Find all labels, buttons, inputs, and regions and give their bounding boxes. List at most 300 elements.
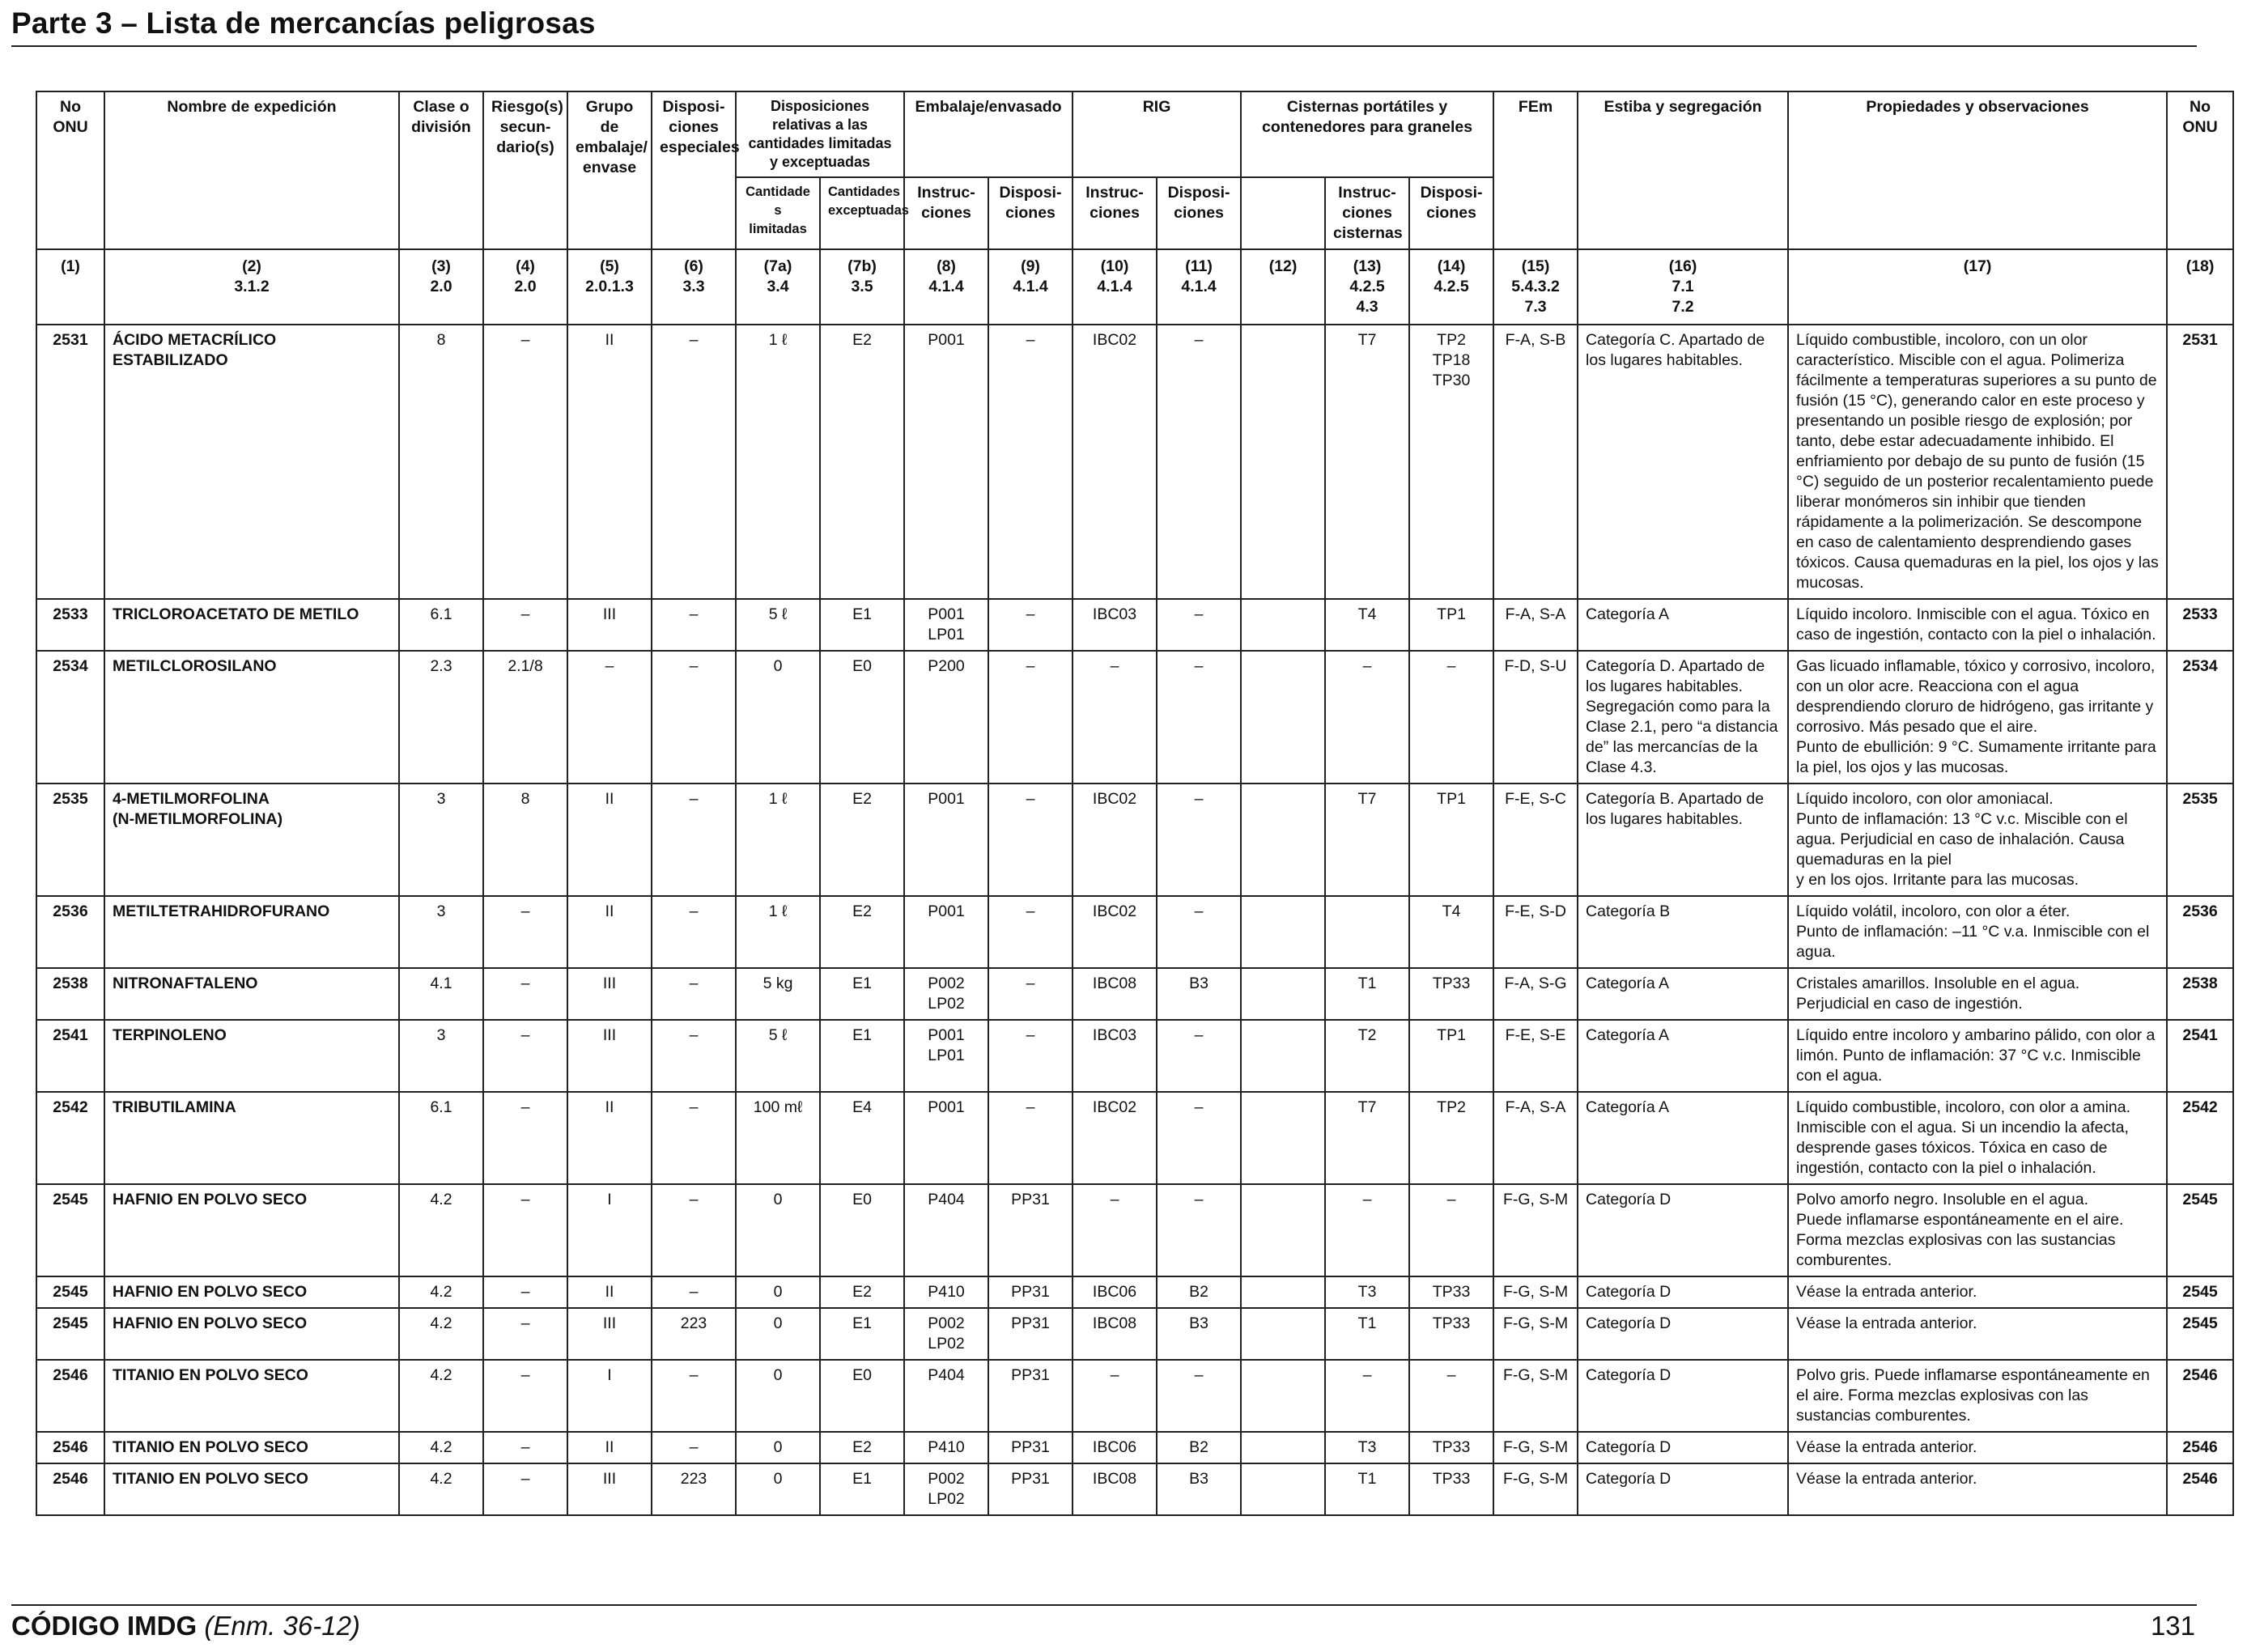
cell-disp-especiales: – [652, 325, 736, 599]
cell-emb-instr: P001 [904, 896, 988, 968]
cell-rig-disp: – [1157, 1360, 1241, 1432]
cell-emb-disp: PP31 [988, 1308, 1073, 1360]
cell-cis-instr: T7 [1325, 325, 1409, 599]
cell-grupo: I [567, 1184, 652, 1276]
cell-cis-instr: T2 [1325, 1020, 1409, 1092]
cell-excepted: E1 [820, 599, 904, 651]
cell-riesgo: 2.1/8 [483, 651, 567, 784]
footer-code: CÓDIGO IMDG [11, 1611, 198, 1641]
cell-cis-instr: T7 [1325, 1092, 1409, 1184]
cell-estiba: Categoría D [1578, 1276, 1788, 1308]
col-header-un: No ONU [36, 91, 104, 249]
cell-disp-especiales: – [652, 1276, 736, 1308]
cell-fem: F-G, S-M [1493, 1360, 1578, 1432]
cell-clase: 2.3 [399, 651, 483, 784]
cell-clase: 4.2 [399, 1276, 483, 1308]
cell-rig-instr: IBC08 [1073, 968, 1157, 1020]
cell-rig-disp: B3 [1157, 1308, 1241, 1360]
cell-rig-instr: IBC02 [1073, 896, 1157, 968]
cell-clase: 3 [399, 896, 483, 968]
cell-disp-especiales: – [652, 1092, 736, 1184]
col-header-disp-especiales: Disposi-ciones especiales [652, 91, 736, 249]
cell-limited: 0 [736, 1360, 820, 1432]
cell-disp-especiales: – [652, 599, 736, 651]
cell-col12 [1241, 968, 1325, 1020]
cell-rig-instr: IBC06 [1073, 1432, 1157, 1463]
cell-col12 [1241, 1360, 1325, 1432]
cell-limited: 1 ℓ [736, 325, 820, 599]
cell-col12 [1241, 896, 1325, 968]
cell-emb-disp: – [988, 651, 1073, 784]
cell-rig-disp: B2 [1157, 1432, 1241, 1463]
cell-rig-instr: IBC02 [1073, 1092, 1157, 1184]
cell-disp-especiales: – [652, 968, 736, 1020]
cell-estiba: Categoría D [1578, 1308, 1788, 1360]
col-header-limited: Cantidade s limitadas [736, 177, 820, 249]
cell-un-right: 2534 [2167, 651, 2233, 784]
cell-propiedades: Líquido combustible, incoloro, con un olor característico. Miscible con el agua. Polimeriza fácilmente a temperaturas superiores a su punto de fusión (15 °C), generando calor en este proceso y presentando un posible riesgo de explosión; por tanto, debe estar adecuadamente inhibido. El enfriamiento por debajo de su punto de fusión (15 °C) seguido de un posterior recalentamiento puede liberar monómeros sin inhibir que tienden rápidamente a la polimerización. Se descompone en caso de calentamiento desprendiendo gases tóxicos. Causa quemaduras en la piel, los ojos y las mucosas. [1788, 325, 2167, 599]
cell-rig-disp: – [1157, 599, 1241, 651]
footer-amendment: (Enm. 36-12) [204, 1611, 360, 1641]
cell-excepted: E1 [820, 1463, 904, 1515]
cell-estiba: Categoría B. Apartado de los lugares habitables. [1578, 784, 1788, 896]
cell-rig-instr: – [1073, 1360, 1157, 1432]
cell-col12 [1241, 1308, 1325, 1360]
cell-excepted: E4 [820, 1092, 904, 1184]
col-header-rig-disp: Disposi-ciones [1157, 177, 1241, 249]
cell-col12 [1241, 1463, 1325, 1515]
cell-excepted: E0 [820, 651, 904, 784]
column-number: (1) [36, 249, 104, 325]
cell-estiba: Categoría A [1578, 1092, 1788, 1184]
cell-riesgo: – [483, 1308, 567, 1360]
col-header-estiba: Estiba y segregación [1578, 91, 1788, 249]
column-number: (8) 4.1.4 [904, 249, 988, 325]
cell-col12 [1241, 1184, 1325, 1276]
cell-limited: 0 [736, 1308, 820, 1360]
cell-propiedades: Líquido volátil, incoloro, con olor a éter. Punto de inflamación: –11 °C v.a. Inmiscible con el agua. [1788, 896, 2167, 968]
cell-grupo: II [567, 784, 652, 896]
col-header-emb-instr: Instruc-ciones [904, 177, 988, 249]
cell-fem: F-E, S-E [1493, 1020, 1578, 1092]
cell-disp-especiales: – [652, 1020, 736, 1092]
dangerous-goods-table [36, 91, 2234, 1516]
cell-cis-disp: TP1 [1409, 599, 1493, 651]
cell-cis-instr: T1 [1325, 968, 1409, 1020]
table-row [36, 1308, 2233, 1360]
cell-excepted: E2 [820, 896, 904, 968]
cell-cis-instr: – [1325, 651, 1409, 784]
cell-un-right: 2533 [2167, 599, 2233, 651]
cell-grupo: III [567, 1463, 652, 1515]
cell-col12 [1241, 651, 1325, 784]
cell-clase: 8 [399, 325, 483, 599]
col-header-rig-instr: Instruc-ciones [1073, 177, 1157, 249]
column-number: (7b) 3.5 [820, 249, 904, 325]
page-title: Parte 3 – Lista de mercancías peligrosas [11, 6, 596, 40]
cell-name: TRIBUTILAMINA [104, 1092, 399, 1184]
cell-excepted: E2 [820, 325, 904, 599]
table-row [36, 968, 2233, 1020]
cell-cis-instr: T7 [1325, 784, 1409, 896]
table-row [36, 599, 2233, 651]
cell-limited: 5 ℓ [736, 599, 820, 651]
table-row [36, 1184, 2233, 1276]
cell-grupo: II [567, 1092, 652, 1184]
cell-un: 2538 [36, 968, 104, 1020]
cell-un: 2535 [36, 784, 104, 896]
cell-col12 [1241, 325, 1325, 599]
cell-col12 [1241, 784, 1325, 896]
cell-riesgo: – [483, 325, 567, 599]
cell-rig-disp: – [1157, 1020, 1241, 1092]
cell-estiba: Categoría C. Apartado de los lugares habitables. [1578, 325, 1788, 599]
column-number-row [36, 249, 2233, 325]
col-header-cisternas-group: Cisternas portátiles y contenedores para graneles [1241, 91, 1493, 177]
page-footer [11, 1604, 2197, 1641]
col-header-clase: Clase o división [399, 91, 483, 249]
cell-un: 2546 [36, 1463, 104, 1515]
cell-un-right: 2535 [2167, 784, 2233, 896]
col-header-rig-group: RIG [1073, 91, 1241, 177]
cell-rig-disp: – [1157, 1092, 1241, 1184]
table-row [36, 1432, 2233, 1463]
cell-rig-disp: – [1157, 325, 1241, 599]
cell-clase: 4.2 [399, 1432, 483, 1463]
cell-excepted: E1 [820, 1020, 904, 1092]
col-header-col12 [1241, 177, 1325, 249]
cell-emb-instr: P001 LP01 [904, 599, 988, 651]
cell-rig-instr: – [1073, 1184, 1157, 1276]
cell-estiba: Categoría D. Apartado de los lugares habitables. Segregación como para la Clase 2.1, pero “a distancia de” las mercancías de la Clase 4.3. [1578, 651, 1788, 784]
cell-rig-disp: – [1157, 784, 1241, 896]
cell-emb-instr: P002 LP02 [904, 968, 988, 1020]
cell-clase: 3 [399, 784, 483, 896]
cell-cis-instr: T1 [1325, 1308, 1409, 1360]
cell-grupo: II [567, 1276, 652, 1308]
cell-cis-instr: – [1325, 1184, 1409, 1276]
cell-clase: 3 [399, 1020, 483, 1092]
cell-col12 [1241, 1020, 1325, 1092]
cell-name: HAFNIO EN POLVO SECO [104, 1308, 399, 1360]
cell-rig-disp: B3 [1157, 968, 1241, 1020]
cell-fem: F-G, S-M [1493, 1463, 1578, 1515]
cell-estiba: Categoría D [1578, 1432, 1788, 1463]
cell-fem: F-G, S-M [1493, 1276, 1578, 1308]
cell-disp-especiales: – [652, 1184, 736, 1276]
cell-riesgo: – [483, 1432, 567, 1463]
cell-cis-instr: T4 [1325, 599, 1409, 651]
cell-emb-instr: P410 [904, 1432, 988, 1463]
cell-emb-instr: P404 [904, 1360, 988, 1432]
cell-clase: 4.2 [399, 1360, 483, 1432]
col-header-propiedades: Propiedades y observaciones [1788, 91, 2167, 249]
column-number: (14) 4.2.5 [1409, 249, 1493, 325]
table-row [36, 1463, 2233, 1515]
page-header [11, 6, 2197, 47]
col-header-excepted: Cantidades exceptuadas [820, 177, 904, 249]
cell-limited: 0 [736, 1432, 820, 1463]
cell-cis-instr: – [1325, 1360, 1409, 1432]
cell-un: 2534 [36, 651, 104, 784]
cell-rig-disp: B3 [1157, 1463, 1241, 1515]
cell-cis-disp: – [1409, 651, 1493, 784]
table-row [36, 325, 2233, 599]
cell-col12 [1241, 1432, 1325, 1463]
cell-emb-instr: P001 LP01 [904, 1020, 988, 1092]
cell-fem: F-A, S-B [1493, 325, 1578, 599]
cell-un-right: 2538 [2167, 968, 2233, 1020]
cell-emb-disp: – [988, 784, 1073, 896]
cell-grupo: III [567, 1308, 652, 1360]
cell-emb-disp: – [988, 1020, 1073, 1092]
cell-riesgo: – [483, 1092, 567, 1184]
cell-rig-instr: IBC02 [1073, 325, 1157, 599]
cell-cis-instr: T1 [1325, 1463, 1409, 1515]
cell-cis-disp: TP2 TP18 TP30 [1409, 325, 1493, 599]
column-number: (13) 4.2.5 4.3 [1325, 249, 1409, 325]
col-header-limited-group: Disposiciones relativas a las cantidades limitadas y exceptuadas [736, 91, 904, 177]
column-number: (10) 4.1.4 [1073, 249, 1157, 325]
header-row-main [36, 91, 2233, 177]
cell-clase: 4.2 [399, 1308, 483, 1360]
cell-emb-instr: P002 LP02 [904, 1463, 988, 1515]
page-number: 131 [2150, 1611, 2195, 1641]
cell-disp-especiales: – [652, 1432, 736, 1463]
cell-name: HAFNIO EN POLVO SECO [104, 1276, 399, 1308]
cell-cis-instr [1325, 896, 1409, 968]
column-number: (16) 7.1 7.2 [1578, 249, 1788, 325]
table-body [36, 325, 2233, 1515]
cell-limited: 0 [736, 1184, 820, 1276]
cell-rig-instr: IBC03 [1073, 599, 1157, 651]
cell-name: METILCLOROSILANO [104, 651, 399, 784]
cell-disp-especiales: – [652, 896, 736, 968]
cell-rig-instr: – [1073, 651, 1157, 784]
table-row [36, 1020, 2233, 1092]
cell-cis-disp: TP2 [1409, 1092, 1493, 1184]
cell-estiba: Categoría B [1578, 896, 1788, 968]
cell-emb-disp: – [988, 896, 1073, 968]
col-header-emb-disp: Disposi-ciones [988, 177, 1073, 249]
cell-limited: 0 [736, 1276, 820, 1308]
cell-riesgo: – [483, 1184, 567, 1276]
cell-cis-disp: TP33 [1409, 1308, 1493, 1360]
column-number: (5) 2.0.1.3 [567, 249, 652, 325]
cell-emb-disp: – [988, 325, 1073, 599]
cell-name: TITANIO EN POLVO SECO [104, 1463, 399, 1515]
cell-clase: 4.1 [399, 968, 483, 1020]
cell-un-right: 2536 [2167, 896, 2233, 968]
table-head [36, 91, 2233, 325]
cell-clase: 6.1 [399, 599, 483, 651]
cell-name: TITANIO EN POLVO SECO [104, 1432, 399, 1463]
cell-riesgo: – [483, 1020, 567, 1092]
column-number: (15) 5.4.3.2 7.3 [1493, 249, 1578, 325]
column-number: (4) 2.0 [483, 249, 567, 325]
column-number: (9) 4.1.4 [988, 249, 1073, 325]
cell-riesgo: – [483, 1360, 567, 1432]
cell-col12 [1241, 1276, 1325, 1308]
cell-cis-disp: – [1409, 1184, 1493, 1276]
cell-un-right: 2545 [2167, 1308, 2233, 1360]
cell-grupo: II [567, 325, 652, 599]
cell-grupo: III [567, 1020, 652, 1092]
cell-estiba: Categoría D [1578, 1463, 1788, 1515]
cell-emb-disp: PP31 [988, 1360, 1073, 1432]
table-row [36, 784, 2233, 896]
cell-grupo: – [567, 651, 652, 784]
cell-cis-instr: T3 [1325, 1432, 1409, 1463]
cell-limited: 1 ℓ [736, 896, 820, 968]
cell-col12 [1241, 599, 1325, 651]
cell-propiedades: Líquido combustible, incoloro, con olor a amina. Inmiscible con el agua. Si un incendio la afecta, desprende gases tóxicos. Tóxica en caso de ingestión, contacto con la piel o inhalación. [1788, 1092, 2167, 1184]
cell-excepted: E1 [820, 968, 904, 1020]
table-row [36, 1092, 2233, 1184]
column-number: (12) [1241, 249, 1325, 325]
cell-un-right: 2542 [2167, 1092, 2233, 1184]
column-number: (6) 3.3 [652, 249, 736, 325]
cell-excepted: E1 [820, 1308, 904, 1360]
cell-excepted: E2 [820, 1276, 904, 1308]
footer-code-line [11, 1611, 360, 1641]
cell-cis-disp: TP33 [1409, 1432, 1493, 1463]
cell-rig-instr: IBC03 [1073, 1020, 1157, 1092]
cell-clase: 4.2 [399, 1463, 483, 1515]
cell-name: 4-METILMORFOLINA (N-METILMORFOLINA) [104, 784, 399, 896]
cell-emb-instr: P001 [904, 325, 988, 599]
cell-un-right: 2546 [2167, 1432, 2233, 1463]
cell-propiedades: Polvo amorfo negro. Insoluble en el agua. Puede inflamarse espontáneamente en el aire. Forma mezclas explosivas con las sustancias comburentes. [1788, 1184, 2167, 1276]
cell-rig-disp: B2 [1157, 1276, 1241, 1308]
cell-cis-disp: TP1 [1409, 784, 1493, 896]
cell-clase: 4.2 [399, 1184, 483, 1276]
cell-fem: F-G, S-M [1493, 1308, 1578, 1360]
col-header-embalaje-group: Embalaje/envasado [904, 91, 1073, 177]
cell-propiedades: Véase la entrada anterior. [1788, 1432, 2167, 1463]
cell-propiedades: Líquido entre incoloro y ambarino pálido, con olor a limón. Punto de inflamación: 37 °C v.c. Inmiscible con el agua. [1788, 1020, 2167, 1092]
cell-rig-disp: – [1157, 651, 1241, 784]
cell-name: ÁCIDO METACRÍLICO ESTABILIZADO [104, 325, 399, 599]
cell-cis-disp: TP33 [1409, 1463, 1493, 1515]
cell-emb-instr: P200 [904, 651, 988, 784]
col-header-fem: FEm [1493, 91, 1578, 249]
cell-grupo: II [567, 1432, 652, 1463]
cell-name: NITRONAFTALENO [104, 968, 399, 1020]
cell-cis-disp: TP33 [1409, 968, 1493, 1020]
cell-excepted: E2 [820, 1432, 904, 1463]
cell-un-right: 2541 [2167, 1020, 2233, 1092]
dangerous-goods-table-container [36, 91, 2229, 1516]
cell-limited: 1 ℓ [736, 784, 820, 896]
cell-name: TERPINOLENO [104, 1020, 399, 1092]
cell-estiba: Categoría A [1578, 968, 1788, 1020]
cell-propiedades: Polvo gris. Puede inflamarse espontáneamente en el aire. Forma mezclas explosivas con las sustancias comburentes. [1788, 1360, 2167, 1432]
cell-riesgo: – [483, 1276, 567, 1308]
cell-emb-disp: PP31 [988, 1432, 1073, 1463]
cell-fem: F-D, S-U [1493, 651, 1578, 784]
cell-un-right: 2531 [2167, 325, 2233, 599]
cell-rig-disp: – [1157, 1184, 1241, 1276]
cell-excepted: E2 [820, 784, 904, 896]
cell-un-right: 2545 [2167, 1276, 2233, 1308]
cell-name: METILTETRAHIDROFURANO [104, 896, 399, 968]
table-row [36, 896, 2233, 968]
cell-disp-especiales: – [652, 651, 736, 784]
cell-col12 [1241, 1092, 1325, 1184]
cell-grupo: III [567, 599, 652, 651]
cell-emb-instr: P001 [904, 784, 988, 896]
cell-cis-disp: – [1409, 1360, 1493, 1432]
cell-rig-instr: IBC08 [1073, 1308, 1157, 1360]
cell-disp-especiales: 223 [652, 1463, 736, 1515]
table-row [36, 1276, 2233, 1308]
cell-emb-disp: PP31 [988, 1463, 1073, 1515]
cell-disp-especiales: 223 [652, 1308, 736, 1360]
cell-fem: F-E, S-C [1493, 784, 1578, 896]
cell-estiba: Categoría D [1578, 1184, 1788, 1276]
cell-emb-instr: P002 LP02 [904, 1308, 988, 1360]
cell-un-right: 2546 [2167, 1360, 2233, 1432]
cell-un: 2542 [36, 1092, 104, 1184]
cell-fem: F-E, S-D [1493, 896, 1578, 968]
col-header-cis-disp: Disposi-ciones [1409, 177, 1493, 249]
cell-cis-instr: T3 [1325, 1276, 1409, 1308]
cell-disp-especiales: – [652, 1360, 736, 1432]
cell-un: 2541 [36, 1020, 104, 1092]
cell-estiba: Categoría D [1578, 1360, 1788, 1432]
cell-riesgo: – [483, 968, 567, 1020]
cell-emb-disp: – [988, 968, 1073, 1020]
cell-cis-disp: T4 [1409, 896, 1493, 968]
cell-name: TRICLOROACETATO DE METILO [104, 599, 399, 651]
cell-cis-disp: TP1 [1409, 1020, 1493, 1092]
cell-riesgo: – [483, 599, 567, 651]
cell-riesgo: – [483, 1463, 567, 1515]
column-number: (18) [2167, 249, 2233, 325]
cell-fem: F-A, S-A [1493, 1092, 1578, 1184]
cell-grupo: II [567, 896, 652, 968]
cell-fem: F-A, S-A [1493, 599, 1578, 651]
col-header-name: Nombre de expedición [104, 91, 399, 249]
column-number: (3) 2.0 [399, 249, 483, 325]
cell-grupo: I [567, 1360, 652, 1432]
cell-propiedades: Cristales amarillos. Insoluble en el agua. Perjudicial en caso de ingestión. [1788, 968, 2167, 1020]
cell-name: HAFNIO EN POLVO SECO [104, 1184, 399, 1276]
cell-un: 2546 [36, 1432, 104, 1463]
cell-un: 2545 [36, 1184, 104, 1276]
cell-rig-instr: IBC08 [1073, 1463, 1157, 1515]
cell-un: 2533 [36, 599, 104, 651]
column-number: (7a) 3.4 [736, 249, 820, 325]
cell-riesgo: 8 [483, 784, 567, 896]
cell-limited: 0 [736, 651, 820, 784]
cell-emb-disp: PP31 [988, 1276, 1073, 1308]
cell-un-right: 2546 [2167, 1463, 2233, 1515]
cell-fem: F-G, S-M [1493, 1432, 1578, 1463]
cell-emb-instr: P404 [904, 1184, 988, 1276]
cell-emb-instr: P410 [904, 1276, 988, 1308]
cell-disp-especiales: – [652, 784, 736, 896]
col-header-riesgo: Riesgo(s) secun-dario(s) [483, 91, 567, 249]
cell-riesgo: – [483, 896, 567, 968]
cell-limited: 0 [736, 1463, 820, 1515]
cell-limited: 5 kg [736, 968, 820, 1020]
col-header-un-right: No ONU [2167, 91, 2233, 249]
cell-propiedades: Véase la entrada anterior. [1788, 1276, 2167, 1308]
cell-un: 2545 [36, 1308, 104, 1360]
cell-name: TITANIO EN POLVO SECO [104, 1360, 399, 1432]
